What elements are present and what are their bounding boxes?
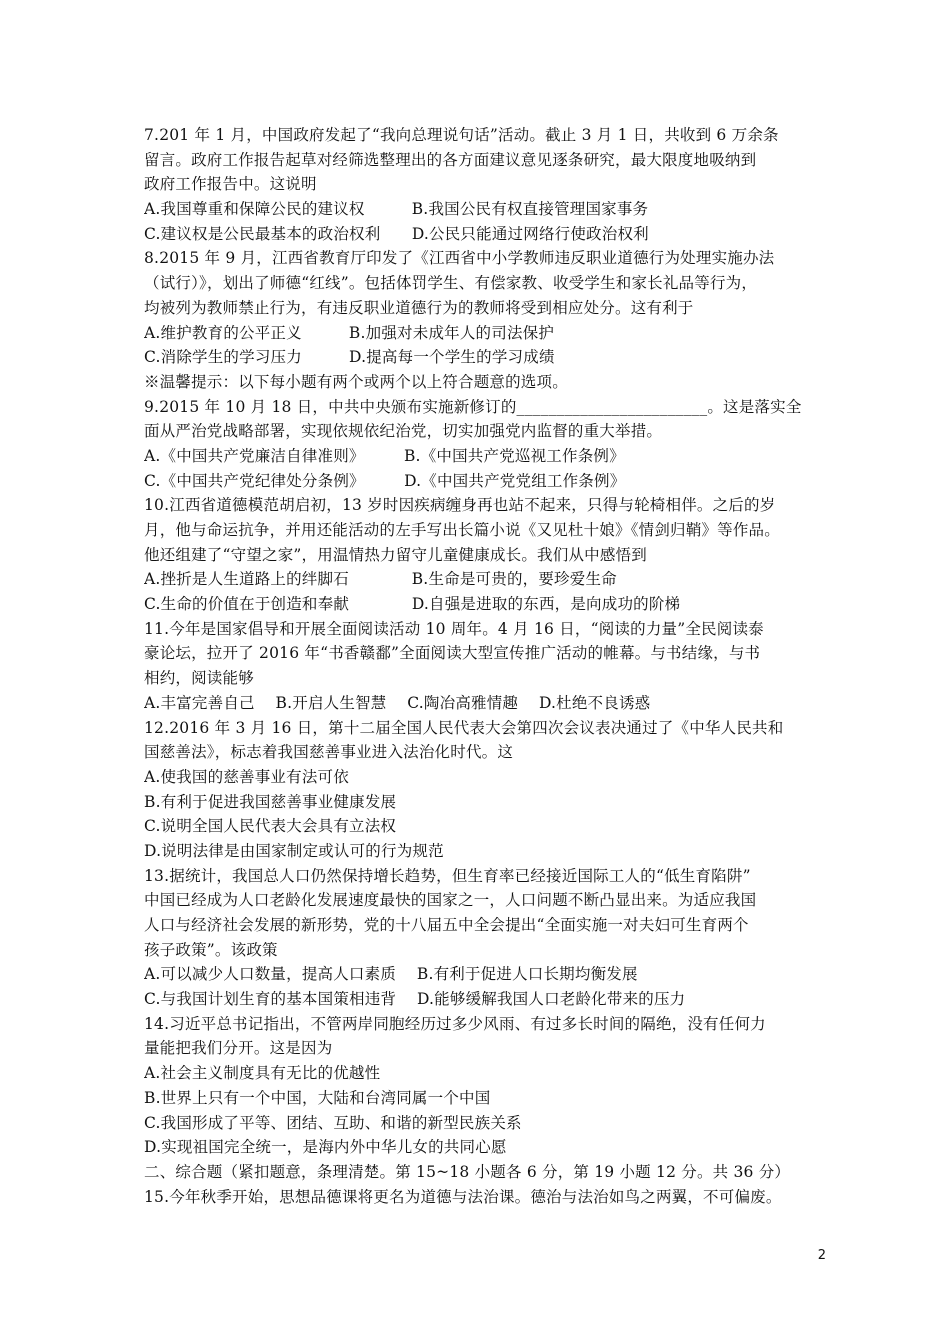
answer-options: A.《中国共产党廉洁自律准则》 B.《中国共产党巡视工作条例》 [144, 446, 625, 465]
text-line: 他还组建了“守望之家”，用温情热力留守儿童健康成长。我们从中感悟到 [144, 545, 647, 564]
answer-options: C.与我国计划生育的基本国策相违背 D.能够缓解我国人口老龄化带来的压力 [144, 990, 686, 1009]
text-line: 月，他与命运抗争，并用还能活动的左手写出长篇小说《又见杜十娘》《情剑归鞘》等作品。 [144, 521, 780, 539]
answer-option: A.使我国的慈善事业有法可依 [144, 767, 349, 786]
text-line: 8.2015 年 9 月，江西省教育厅印发了《江西省中小学教师违反职业道德行为处理实施办法 [144, 249, 775, 268]
answer-option: C.我国形成了平等、团结、互助、和谐的新型民族关系 [144, 1113, 522, 1132]
text-line: （试行）》，划出了师德“红线”。包括体罚学生、有偿家教、收受学生和家长礼品等行为， [144, 274, 758, 293]
text-line: 留言。政府工作报告起草对经筛选整理出的各方面建议意见逐条研究，最大限度地吸纳到 [144, 150, 757, 169]
text-line: 12.2016 年 3 月 16 日，第十二届全国人民代表大会第四次会议表决通过了《中华人民共和 [144, 718, 784, 737]
text-line: 13.据统计，我国总人口仍然保持增长趋势，但生育率已经接近国际工人的“低生育陷阱” [144, 866, 751, 885]
page-number: 2 [817, 1248, 826, 1263]
text-line: 孩子政策”。该政策 [144, 940, 278, 959]
answer-options: A.丰富完善自己 B.开启人生智慧 C.陶冶高雅情趣 D.杜绝不良诱惑 [144, 693, 651, 712]
answer-options: C.消除学生的学习压力 D.提高每一个学生的学习成绩 [144, 348, 555, 367]
text-line: 人口与经济社会发展的新形势，党的十八届五中全会提出“全面实施一对夫妇可生育两个 [144, 916, 749, 934]
text-line: 量能把我们分开。这是因为 [144, 1039, 333, 1058]
text-line: 均被列为教师禁止行为，有违反职业道德行为的教师将受到相应处分。这有利于 [144, 298, 694, 317]
text-line: 9.2015 年 10 月 18 日，中共中央颁布实施新修订的________________________。这是落实全 [144, 397, 802, 416]
text-line: 相约，阅读能够 [144, 669, 254, 688]
text-line: 14.习近平总书记指出，不管两岸同胞经历过多少风雨、有过多长时间的隔绝，没有任何力 [144, 1014, 766, 1033]
text-line: 面从严治党战略部署，实现依规依纪治党，切实加强党内监督的重大举措。 [144, 422, 663, 441]
text-line: 政府工作报告中。这说明 [144, 175, 317, 194]
text-line: 11.今年是国家倡导和开展全面阅读活动 10 周年。4 月 16 日，“阅读的力量”全民阅读泰 [144, 619, 764, 638]
answer-options: A.我国尊重和保障公民的建议权 B.我国公民有权直接管理国家事务 [144, 200, 649, 219]
answer-option: B.世界上只有一个中国，大陆和台湾同属一个中国 [144, 1088, 491, 1107]
answer-option: D.说明法律是由国家制定或认可的行为规范 [144, 841, 444, 860]
text-line: 国慈善法》，标志着我国慈善事业进入法治化时代。这 [144, 743, 514, 762]
exam-text-body [144, 123, 824, 1209]
answer-options: A.可以减少人口数量，提高人口素质 B.有利于促进人口长期均衡发展 [144, 965, 638, 984]
answer-option: C.说明全国人民代表大会具有立法权 [144, 817, 397, 836]
answer-option: B.有利于促进我国慈善事业健康发展 [144, 792, 397, 811]
answer-options: A.挫折是人生道路上的绊脚石 B.生命是可贵的，要珍爱生命 [144, 570, 617, 589]
answer-options: C.生命的价值在于创造和奉献 D.自强是进取的东西，是向成功的阶梯 [144, 595, 681, 614]
text-line: 7.201 年 1 月，中国政府发起了“我向总理说句话”活动。截止 3 月 1 日，共收到 6 万余条 [144, 126, 779, 144]
answer-options: C.建议权是公民最基本的政治权利 D.公民只能通过网络行使政治权利 [144, 224, 649, 243]
answer-options: C.《中国共产党纪律处分条例》 D.《中国共产党党组工作条例》 [144, 471, 626, 490]
text-line: 15.今年秋季开始，思想品德课将更名为道德与法治课。德治与法治如鸟之两翼，不可偏废。 [144, 1187, 782, 1206]
text-line: 中国已经成为人口老龄化发展速度最快的国家之一，人口问题不断凸显出来。为适应我国 [144, 891, 757, 910]
answer-option: A.社会主义制度具有无比的优越性 [144, 1064, 381, 1083]
text-line: 10.江西省道德模范胡启初，13 岁时因疾病缠身再也站不起来，只得与轮椅相伴。之后的岁 [144, 496, 776, 515]
section-heading: 二、综合题（紧扣题意，条理清楚。第 15~18 小题各 6 分，第 19 小题 12 分。共 36 分） [144, 1162, 791, 1181]
notice-line: ※温馨提示：以下每小题有两个或两个以上符合题意的选项。 [144, 372, 568, 391]
answer-options: A.维护教育的公平正义 B.加强对未成年人的司法保护 [144, 323, 555, 342]
answer-option: D.实现祖国完全统一，是海内外中华儿女的共同心愿 [144, 1138, 507, 1157]
text-line: 豪论坛，拉开了 2016 年“书香赣鄱”全面阅读大型宣传推广活动的帷幕。与书结缘，与书 [144, 644, 761, 663]
